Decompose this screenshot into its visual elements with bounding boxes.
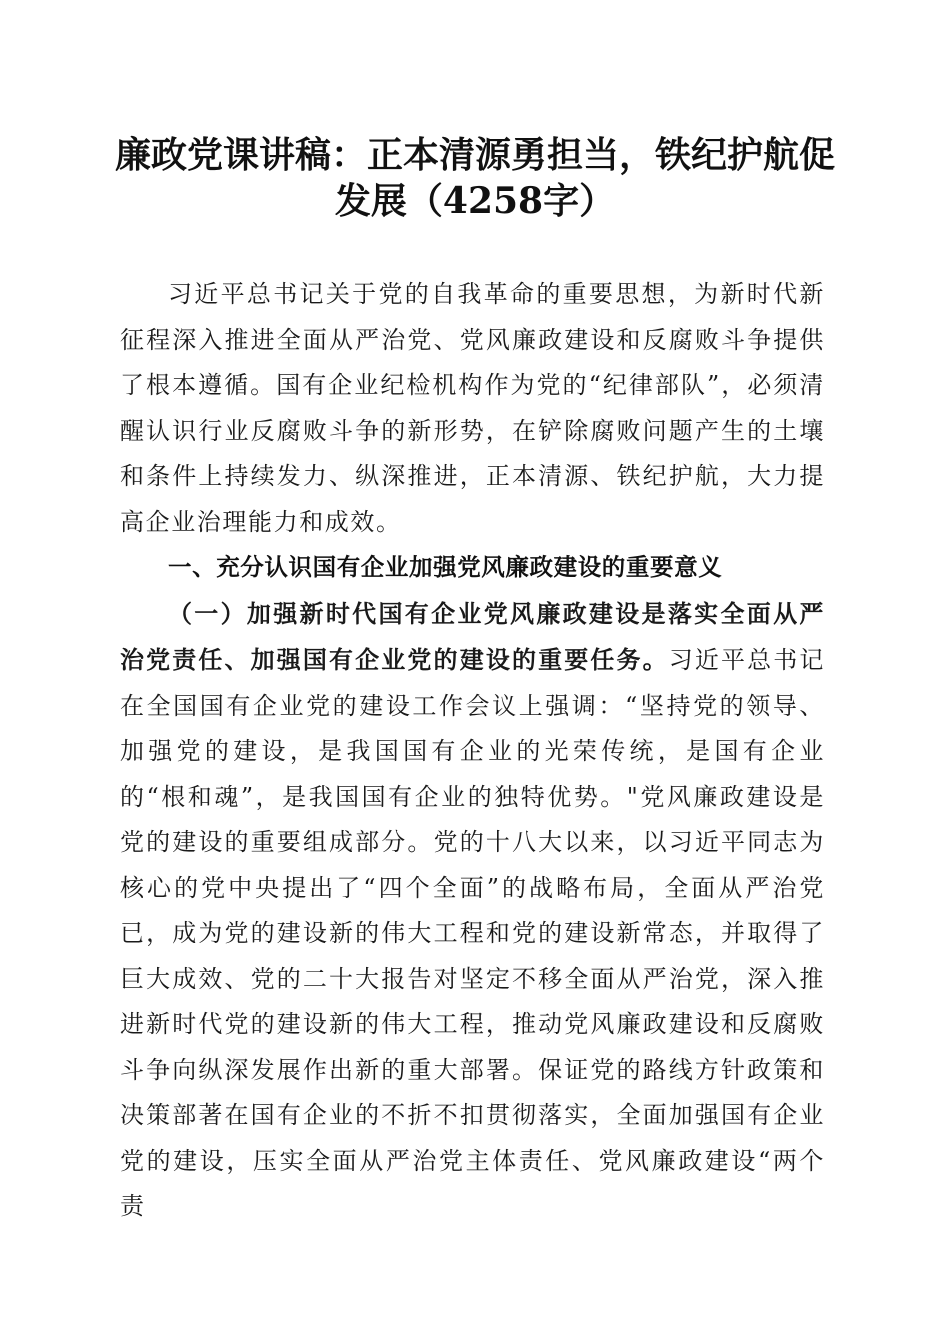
intro-paragraph: 习近平总书记关于党的自我革命的重要思想，为新时代新征程深入推进全面从严治党、党风廉政建设和反腐败斗争提供了根本遵循。国有企业纪检机构作为党的“纪律部队”，必须清醒认识行业反腐败斗争的新形势，在铲除腐败问题产生的土壤和条件上持续发力、纵深推进，正本清源、铁纪护航，大力提高企业治理能力和成效。 [120, 280, 825, 536]
section-heading: 一、充分认识国有企业加强党风廉政建设的重要意义 [168, 553, 723, 581]
document-title: 廉政党课讲稿：正本清源勇担当，铁纪护航促发展（4258字） [114, 134, 835, 222]
subsection-lead: （一）加强新时代国有企业党风廉政建设是落实全面从严治党责任、加强国有企业党的建设的重要任务。 [120, 598, 825, 674]
subsection-paragraph [120, 591, 825, 1230]
subsection-text: 习近平总书记在全国国有企业党的建设工作会议上强调：“坚持党的领导、加强党的建设，是我国国有企业的光荣传统，是国有企业的“根和魂”，是我国国有企业的独特优势。"党风廉政建设是党的建设的重要组成部分。党的十八大以来，以习近平同志为核心的党中央提出了“四个全面”的战略布局，全面从严治党已，成为党的建设新的伟大工程和党的建设新常态，并取得了巨大成效、党的二十大报告对坚定不移全面从严治党，深入推进新时代党的建设新的伟大工程，推动党风廉政建设和反腐败斗争向纵深发展作出新的重大部署。保证党的路线方针政策和决策部著在国有企业的不折不扣贯彻落实，全面加强国有企业党的建设，压实全面从严治党主体责任、党风廉政建设“两个责 [120, 646, 825, 1220]
document-body [120, 272, 825, 1230]
